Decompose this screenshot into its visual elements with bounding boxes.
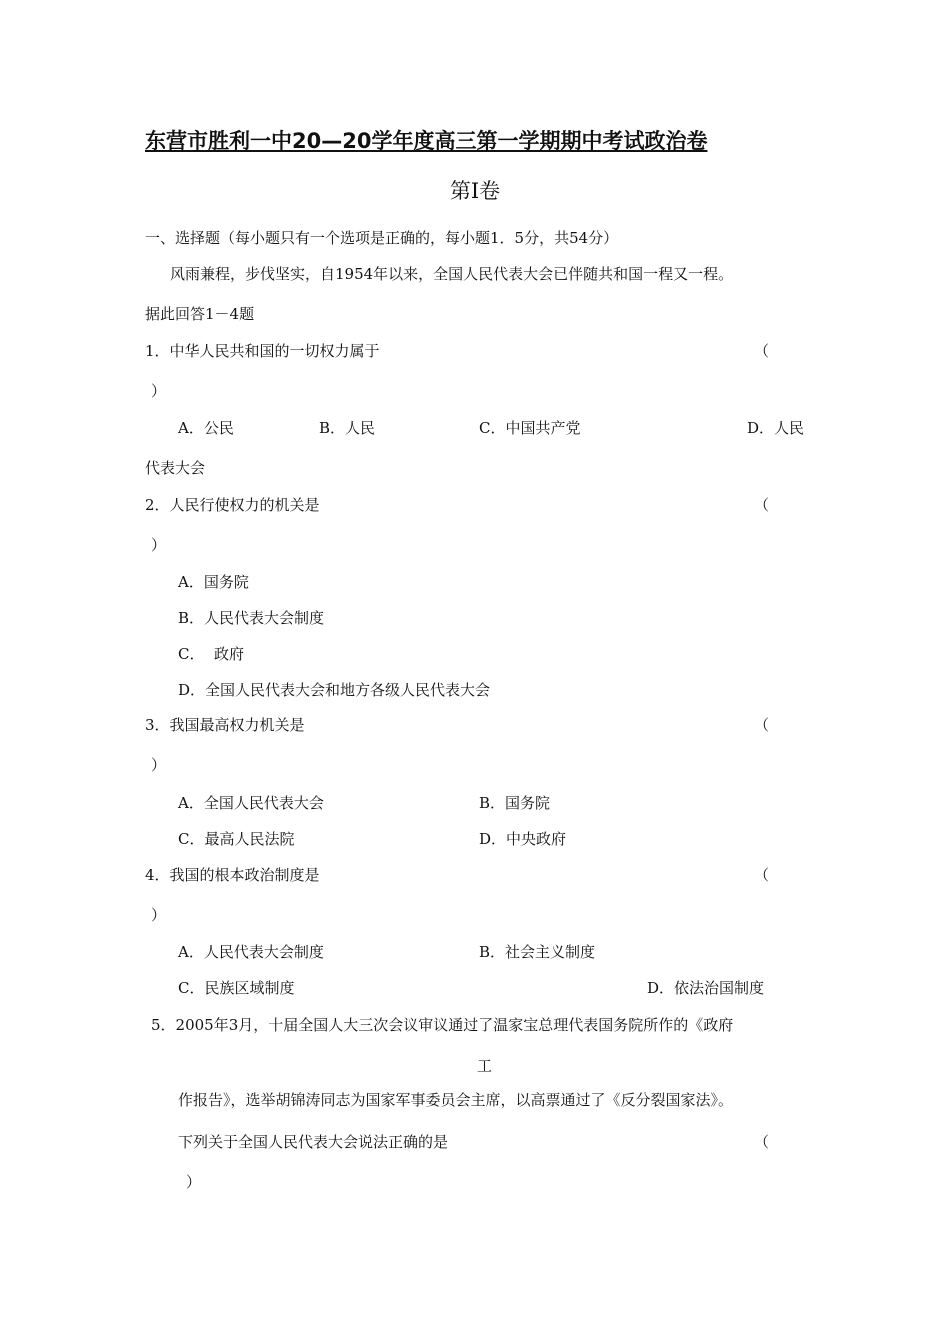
question-5-answer-close: ） <box>186 1173 202 1191</box>
question-4-option-d: D．依法治国制度 <box>647 979 765 997</box>
question-2-stem: 2．人民行使权力的机关是 <box>145 496 320 514</box>
question-1-option-a: A．公民 <box>178 419 234 437</box>
question-1-option-c: C．中国共产党 <box>479 419 581 437</box>
question-1-option-b: B．人民 <box>319 419 376 437</box>
intro-line-2: 据此回答1－4题 <box>145 305 255 323</box>
section-heading: 一、选择题（每小题只有一个选项是正确的，每小题1．5分，共54分） <box>145 229 619 247</box>
question-1-option-d-wrap: 代表大会 <box>145 459 206 477</box>
question-4-answer-open: （ <box>754 866 770 884</box>
question-2-option-b: B．人民代表大会制度 <box>178 609 325 627</box>
question-2-option-d: D．全国人民代表大会和地方各级人民代表大会 <box>178 681 491 699</box>
question-5-stem-line-2: 作报告》，选举胡锦涛同志为国家军事委员会主席，以高票通过了《反分裂国家法》。 <box>178 1091 734 1109</box>
question-3-answer-open: （ <box>754 716 770 734</box>
question-5-stem-wrap: 工 <box>477 1057 493 1075</box>
question-5-stem: 5．2005年3月，十届全国人大三次会议审议通过了温家宝总理代表国务院所作的《政府 <box>151 1016 734 1034</box>
question-4-option-b: B．社会主义制度 <box>479 943 596 961</box>
question-1-answer-close: ） <box>151 382 167 400</box>
question-3-option-b: B．国务院 <box>479 794 551 812</box>
question-4-option-a: A．人民代表大会制度 <box>178 943 324 961</box>
question-4-answer-close: ） <box>151 906 167 924</box>
question-3-option-d: D．中央政府 <box>479 830 567 848</box>
question-1-answer-open: （ <box>754 342 770 360</box>
question-2-option-c: C． 政府 <box>178 645 245 663</box>
exam-title: 东营市胜利一中20—20学年度高三第一学期期中考试政治卷 <box>145 129 708 153</box>
question-4-stem: 4．我国的根本政治制度是 <box>145 866 320 884</box>
question-3-option-c: C．最高人民法院 <box>178 830 295 848</box>
question-2-answer-close: ） <box>151 536 167 554</box>
question-1-stem: 1．中华人民共和国的一切权力属于 <box>145 342 380 360</box>
question-3-stem: 3．我国最高权力机关是 <box>145 716 305 734</box>
question-5-answer-open: （ <box>754 1133 770 1151</box>
question-3-answer-close: ） <box>151 756 167 774</box>
volume-heading: 第Ⅰ卷 <box>449 179 501 203</box>
question-1-option-d: D．人民 <box>747 419 805 437</box>
question-3-option-a: A．全国人民代表大会 <box>178 794 324 812</box>
question-2-answer-open: （ <box>754 496 770 514</box>
intro-line-1: 风雨兼程，步伐坚实，自1954年以来，全国人民代表大会已伴随共和国一程又一程。 <box>170 265 734 283</box>
question-2-option-a: A．国务院 <box>178 573 249 591</box>
question-4-option-c: C．民族区域制度 <box>178 979 295 997</box>
question-5-stem-line-3: 下列关于全国人民代表大会说法正确的是 <box>178 1133 449 1151</box>
